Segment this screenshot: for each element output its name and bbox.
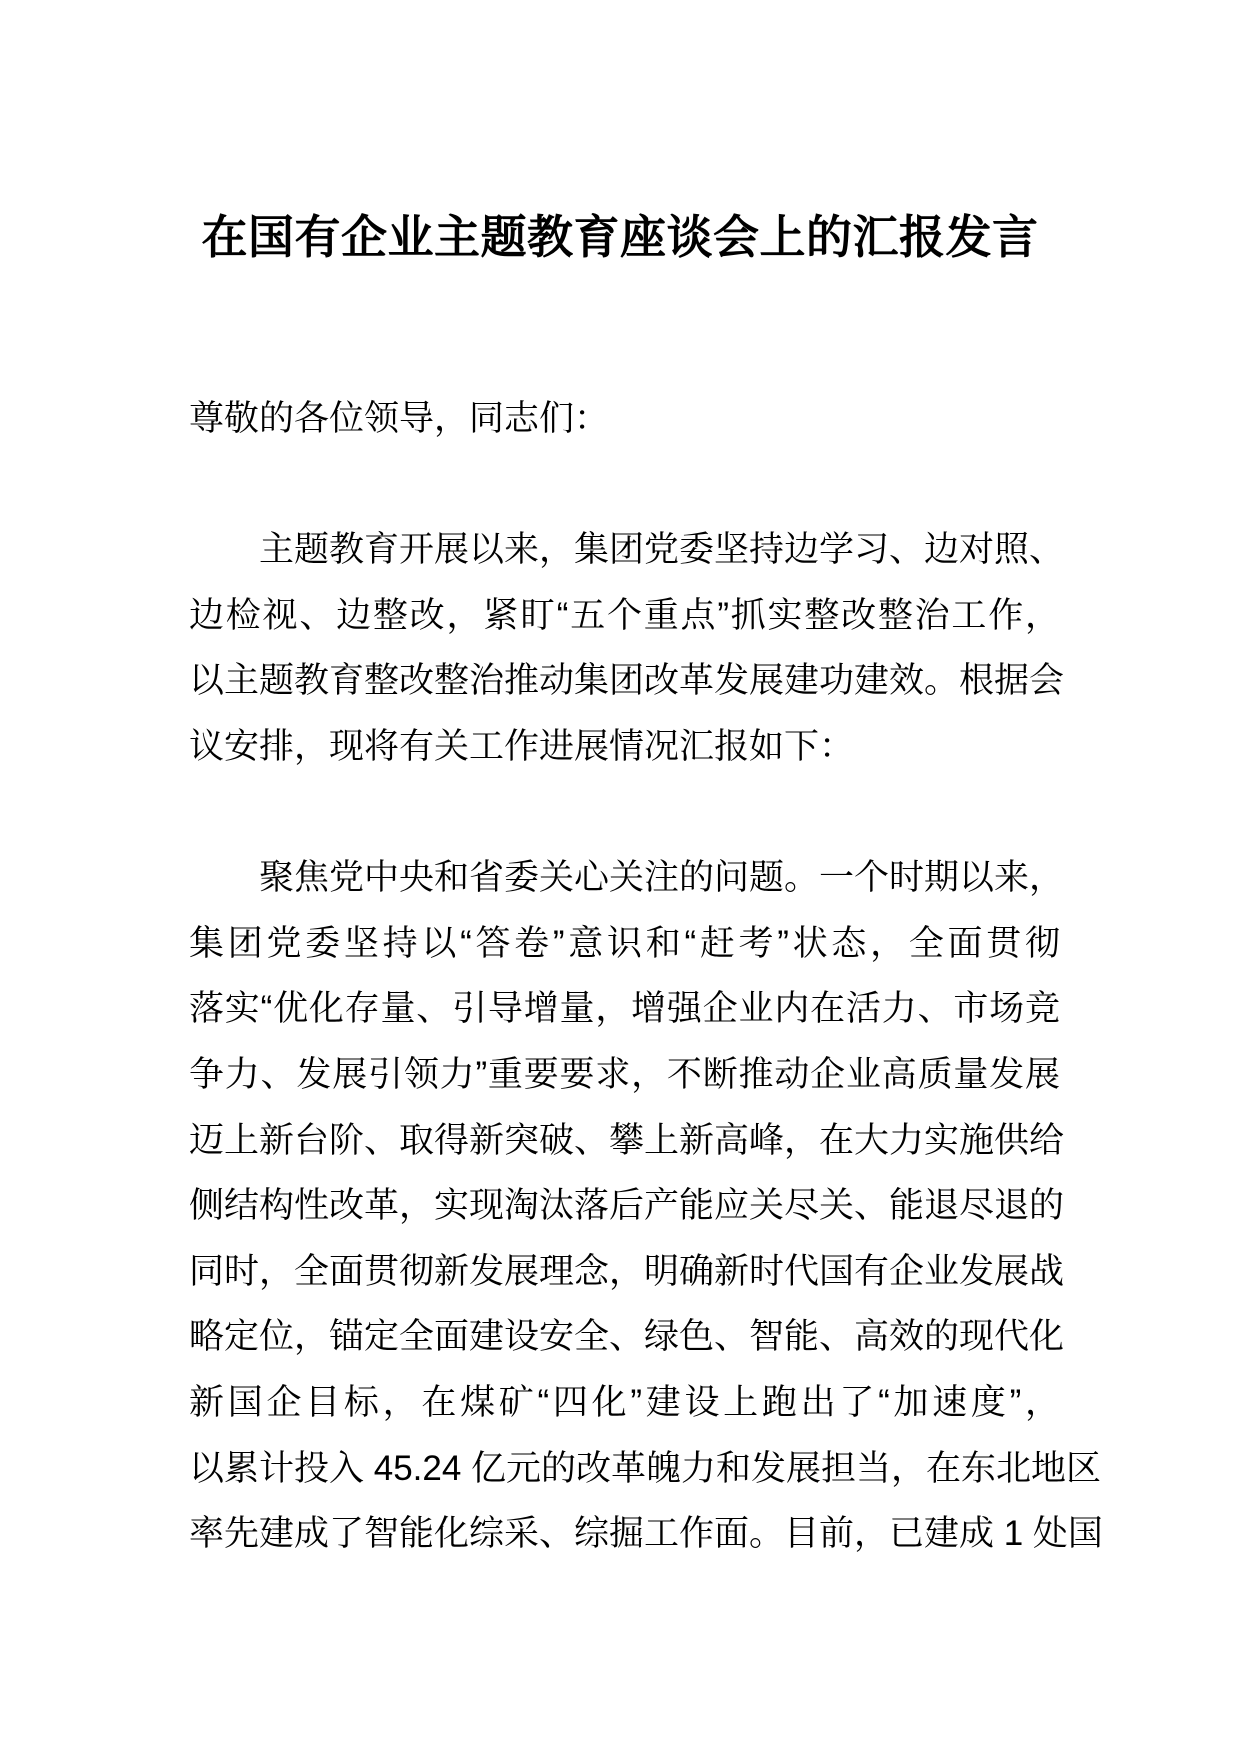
text-line: 议安排，现将有关工作进展情况汇报如下：: [189, 726, 855, 766]
text-line: 略定位，锚定全面建设安全、绿色、智能、高效的现代化: [189, 1317, 1065, 1357]
paragraph-1: [189, 517, 1065, 779]
text-line: 落实“优化存量、引导增量，增强企业内在活力、市场竞: [189, 989, 1060, 1029]
salutation: 尊敬的各位领导，同志们：: [189, 399, 610, 438]
text-line: 聚焦党中央和省委关心关注的问题。一个时期以来，: [259, 858, 1065, 898]
text-line: 迈上新台阶、取得新突破、攀上新高峰，在大力实施供给: [189, 1120, 1065, 1160]
paragraph-2: [189, 845, 1103, 1567]
text-line: 侧结构性改革，实现淘汰落后产能应关尽关、能退尽退的: [189, 1186, 1065, 1226]
text-line: 同时，全面贯彻新发展理念，明确新时代国有企业发展战: [189, 1251, 1065, 1291]
text-line: 争力、发展引领力”重要要求，不断推动企业高质量发展: [189, 1054, 1060, 1094]
text-line: 率先建成了智能化综采、综掘工作面。目前，已建成 1 处国: [189, 1514, 1103, 1554]
salutation-paragraph: [189, 386, 1060, 452]
text-line: 集团党委坚持以“答卷”意识和“赶考”状态，全面贯彻: [189, 923, 1060, 963]
text-line: 主题教育开展以来，集团党委坚持边学习、边对照、: [259, 530, 1065, 570]
document-body: [189, 386, 1103, 1632]
text-line: 以主题教育整改整治推动集团改革发展建功建效。根据会: [189, 661, 1065, 701]
text-line: 以累计投入 45.24 亿元的改革魄力和发展担当，在东北地区: [189, 1448, 1102, 1488]
text-line: 新国企目标，在煤矿“四化”建设上跑出了“加速度”，: [189, 1382, 1060, 1422]
document-title: 在国有企业主题教育座谈会上的汇报发言: [201, 211, 1039, 263]
text-line: 边检视、边整改，紧盯“五个重点”抓实整改整治工作，: [189, 595, 1060, 635]
